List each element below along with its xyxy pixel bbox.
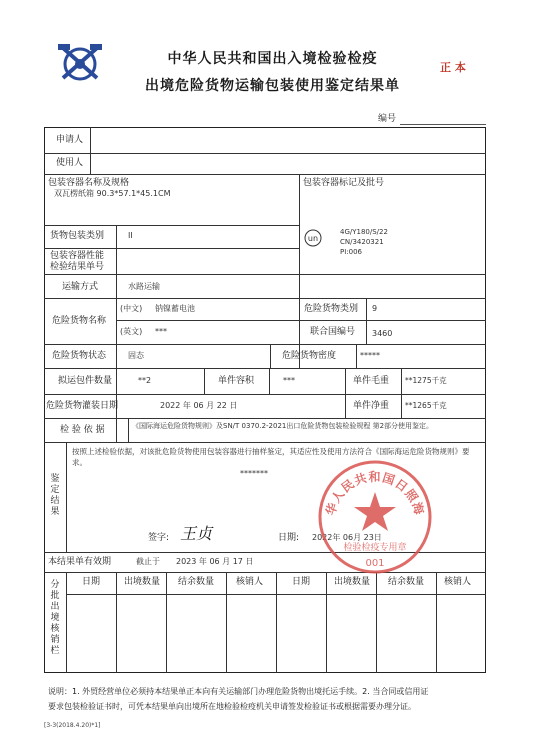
un-number-value: 3460 [372, 329, 393, 338]
unit-volume-value: *** [283, 376, 295, 385]
packing-class-value: II [128, 231, 133, 240]
unit-volume-label: 单件容积 [218, 376, 255, 386]
seal-text: 华人民共和国日照海 [323, 469, 427, 518]
seal-sub: 检验检疫专用章 [343, 543, 407, 553]
date-label: 危险货物灌装日期 [46, 401, 119, 411]
conclusion-stars: ******* [240, 469, 268, 478]
gross-value: **1275千克 [405, 376, 447, 385]
qty-label: 拟运包件数量 [58, 376, 113, 386]
user-label: 使用人 [56, 158, 84, 168]
en-value: *** [155, 327, 167, 336]
title-line-1: 中华人民共和国出入境检验检疫 [167, 51, 378, 67]
number-label: 编号 [378, 114, 397, 124]
un-mark-line-2: CN/3420321 [340, 238, 384, 246]
validity-label: 本结果单有效期 [48, 557, 112, 567]
batch-header-date-2: 日期 [292, 577, 311, 587]
seal-number: 001 [365, 558, 385, 569]
net-value: **1265千克 [405, 401, 447, 410]
basis-text: 《国际海运危险货物规则》及SN/T 0370.2-2021出口危险货物包装检验规程 第2部分使用鉴定。 [132, 422, 434, 430]
title-line-2: 出境危险货物运输包装使用鉴定结果单 [145, 78, 400, 94]
conclusion-text: 按照上述检验依据，对该批危险货物使用包装容器进行抽样鉴定，其适应性及使用方法符合《国际海运危险货物规则》要求。 [72, 447, 470, 467]
validity-prefix: 截止于 [136, 557, 160, 566]
batch-header-verifier-1: 核销人 [236, 577, 264, 587]
date-value: 2022 年 06 月 22 日 [160, 401, 238, 410]
transport-label: 运输方式 [62, 282, 99, 292]
copy-mark: 正 本 [440, 61, 466, 74]
conclusion-date-value: 2022年 06月 23日 [312, 533, 382, 542]
signature: 王贞 [180, 524, 213, 543]
applicant-label: 申请人 [56, 135, 84, 145]
cn-prefix: (中文) [120, 304, 143, 313]
un-mark-line-1: 4G/Y180/S/22 [340, 228, 388, 236]
container-mark-label: 包装容器标记及批号 [303, 178, 385, 188]
batch-header-date-1: 日期 [82, 577, 101, 587]
conclusion-label: 鉴定结果 [50, 474, 60, 517]
batch-side-label: 分批出境核销栏 [50, 580, 60, 656]
dg-state-label: 危险货物状态 [52, 351, 107, 361]
qty-value: **2 [138, 376, 152, 385]
perf-cert-label-1: 包装容器性能 [50, 251, 105, 261]
packing-class-label: 货物包装类别 [50, 231, 105, 241]
gross-label: 单件毛重 [353, 376, 390, 386]
un-number-label: 联合国编号 [310, 327, 356, 337]
en-prefix: (英文) [120, 327, 143, 336]
un-packaging-symbol-icon [304, 229, 322, 247]
dg-class-value: 9 [372, 304, 378, 313]
signature-label: 签字: [148, 533, 170, 543]
footer-note-line-1: 说明：1. 外贸经营单位必须持本结果单正本向有关运输部门办理危险货物出境托运手续。2. 当合同或信用证 [48, 687, 429, 696]
dg-density-value: ***** [360, 351, 380, 360]
net-label: 单件净重 [353, 401, 390, 411]
container-name-value: 双瓦楞纸箱 90.3*57.1*45.1CM [54, 189, 171, 198]
batch-header-qty-left-1: 结余数量 [178, 577, 215, 587]
dg-state-value: 固态 [128, 351, 144, 360]
cn-value: 钠镍蓄电池 [155, 304, 195, 313]
footer-code: [3-3(2018.4.20)*1] [44, 722, 101, 729]
container-name-label: 包装容器名称及规格 [48, 178, 130, 188]
conclusion-date-label: 日期: [278, 533, 300, 543]
dg-name-label: 危险货物名称 [52, 316, 107, 326]
perf-cert-label-2: 检验结果单号 [50, 262, 105, 272]
batch-header-verifier-2: 核销人 [444, 577, 472, 587]
batch-header-qty-left-2: 结余数量 [388, 577, 425, 587]
un-mark-line-3: PI:006 [340, 248, 363, 256]
form-frame [44, 127, 486, 673]
batch-header-qty-out-1: 出境数量 [124, 577, 161, 587]
batch-header-qty-out-2: 出境数量 [334, 577, 371, 587]
official-seal [316, 458, 434, 576]
dg-density-label: 危险货物密度 [282, 351, 337, 361]
transport-value: 水路运输 [128, 282, 160, 291]
dg-class-label: 危险货物类别 [304, 304, 359, 314]
basis-label: 检 验 依 据 [60, 425, 105, 435]
svg-text:un: un [307, 234, 319, 243]
footer-note-line-2: 要求包装检验证书时，可凭本结果单向出境所在地检验检疫机关申请签发检验证书或根据需要办理分证。 [48, 702, 416, 711]
validity-value: 2023 年 06 月 17 日 [176, 557, 254, 566]
